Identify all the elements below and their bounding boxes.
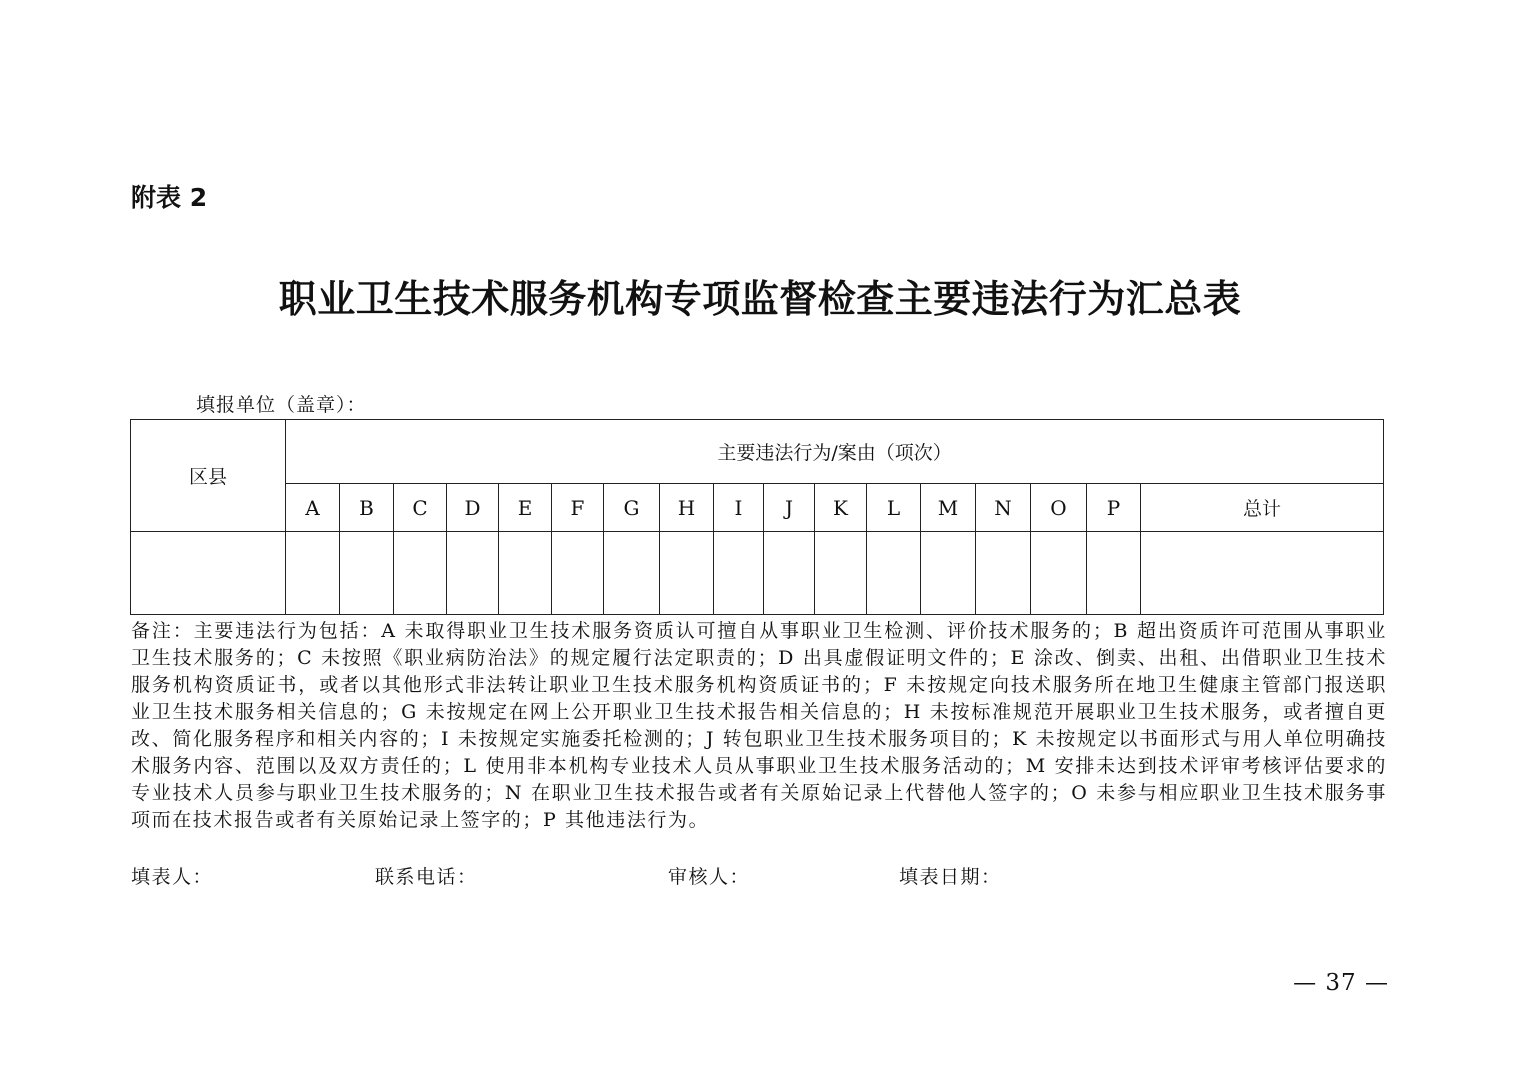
column-header: B <box>340 484 394 532</box>
column-header: D <box>447 484 499 532</box>
column-header: A <box>286 484 340 532</box>
column-header: E <box>499 484 552 532</box>
value-cell[interactable] <box>286 532 340 615</box>
total-cell[interactable] <box>1141 532 1384 615</box>
violation-group-header: 主要违法行为/案由（项次） <box>286 420 1384 484</box>
column-header: J <box>764 484 815 532</box>
value-cell[interactable] <box>867 532 921 615</box>
violation-summary-table <box>130 419 1384 615</box>
column-header: P <box>1087 484 1141 532</box>
annex-label: 附表 2 <box>131 183 208 212</box>
column-header: L <box>867 484 921 532</box>
phone-label: 联系电话： <box>375 866 478 888</box>
district-header: 区县 <box>131 420 286 532</box>
value-cell[interactable] <box>604 532 660 615</box>
column-header: C <box>394 484 447 532</box>
value-cell[interactable] <box>394 532 447 615</box>
value-cell[interactable] <box>815 532 867 615</box>
district-cell[interactable] <box>131 532 286 615</box>
page-number: — 37 — <box>1293 970 1389 996</box>
value-cell[interactable] <box>340 532 394 615</box>
column-header: M <box>921 484 976 532</box>
reviewer-label: 审核人： <box>668 866 751 888</box>
value-cell[interactable] <box>714 532 764 615</box>
value-cell[interactable] <box>499 532 552 615</box>
remarks-note: 备注：主要违法行为包括：A 未取得职业卫生技术服务资质认可擅自从事职业卫生检测、评价技术服务的；B 超出资质许可范围从事职业卫生技术服务的；C 未按照《职业病防治法》的规定履行法定职责的；D 出具虚假证明文件的；E 涂改、倒卖、出租、出借职业卫生技术服务机构资质证书，或者以其他形式非法转让职业卫生技术服务机构资质证书的；F 未按规定向技术服务所在地卫生健康主管部门报送职业卫生技术服务相关信息的；G 未按规定在网上公开职业卫生技术报告相关信息的；H 未按标准规范开展职业卫生技术服务，或者擅自更改、简化服务程序和相关内容的；I 未按规定实施委托检测的；J 转包职业卫生技术服务项目的；K 未按规定以书面形式与用人单位明确技术服务内容、范围以及双方责任的；L 使用非本机构专业技术人员从事职业卫生技术服务活动的；M 安排未达到技术评审考核评估要求的专业技术人员参与职业卫生技术服务的；N 在职业卫生技术报告或者有关原始记录上代替他人签字的；O 未参与相应职业卫生技术服务事项而在技术报告或者有关原始记录上签字的；P 其他违法行为。 <box>131 620 1387 831</box>
value-cell[interactable] <box>660 532 714 615</box>
column-header: N <box>976 484 1031 532</box>
total-header: 总计 <box>1141 484 1384 532</box>
value-cell[interactable] <box>1087 532 1141 615</box>
page-title: 职业卫生技术服务机构专项监督检查主要违法行为汇总表 <box>278 277 1242 321</box>
reporting-unit-label: 填报单位（盖章）： <box>196 394 367 416</box>
value-cell[interactable] <box>552 532 604 615</box>
column-header: K <box>815 484 867 532</box>
fill-date-label: 填表日期： <box>899 866 1002 888</box>
column-header: I <box>714 484 764 532</box>
value-cell[interactable] <box>976 532 1031 615</box>
value-cell[interactable] <box>764 532 815 615</box>
column-header: H <box>660 484 714 532</box>
column-header: O <box>1031 484 1087 532</box>
table-row <box>131 532 1384 615</box>
value-cell[interactable] <box>447 532 499 615</box>
column-header: G <box>604 484 660 532</box>
column-header: F <box>552 484 604 532</box>
value-cell[interactable] <box>921 532 976 615</box>
filler-label: 填表人： <box>131 866 214 888</box>
value-cell[interactable] <box>1031 532 1087 615</box>
